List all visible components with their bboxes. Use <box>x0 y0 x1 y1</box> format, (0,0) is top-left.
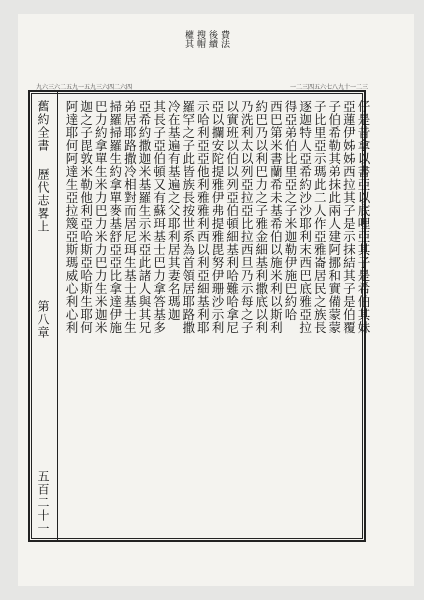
text-column: 巴力約拿單生米力巴力米力巴力生米迦米 <box>93 100 109 334</box>
text-column: 乃洗利太以列亞拉亞比拉西旦乃示每之子 <box>239 100 255 334</box>
text-column: 逐迦特人亞希約沙沙耶利末西巴底雅亞拉 <box>297 100 313 334</box>
text-column: 弟居耶路撒冷相對而居尼珥生基士基士生 <box>122 100 138 334</box>
text-column: 西巴第米書蘭希未基希伯以施米利以斯利 <box>268 100 284 334</box>
text-column: 仔是昔拿以書亞以底哩亞其子是希伯其妹 <box>356 100 371 334</box>
text-column: 得亞弟伯比里亞之子米迦勒伊施巴約哈 <box>283 100 298 321</box>
header-note: 搜帽 <box>195 30 205 48</box>
book-part: 歷代志畧上 <box>36 168 50 233</box>
page-number: 五百二十一 <box>36 470 50 535</box>
text-column: 約巴乃以利巴力之子雅金細基利撒底以利 <box>253 100 269 334</box>
text-column: 其長子亞伯頓又有蘇珥基士巴力拿答基多 <box>151 100 167 334</box>
text-column: 羅罕之子此皆族長按世系為首領居耶路撒 <box>180 100 196 334</box>
header-note: 權其 <box>183 30 193 48</box>
header-note: 費法 <box>219 30 229 48</box>
header-note: 後續 <box>207 30 217 48</box>
text-column: 亞希約撒迦米基羅生示米亞此諸人與其兄 <box>137 100 152 334</box>
header-digits-right: 一二三四五六七八九十一二三 <box>290 84 369 91</box>
text-column: 以實班以伯以列亞伯頓細基利哈難哈拿尼 <box>224 100 240 334</box>
text-column: 冷在基遍有基遍之父耶利居其妻名瑪迦 <box>166 100 182 321</box>
text-column: 阿達耶何阿達生亞拉篾亞斯瑪威心利心利 <box>64 100 79 334</box>
book-title: 舊約全書 <box>36 100 50 152</box>
header-digits-left: 九六三六二五九一五九三六四二六四 <box>36 84 133 91</box>
text-column: 示哈利亞亞他利雅雅利西以利亞細基利耶 <box>195 100 211 334</box>
text-column: 亞蓮伊姊姊西拉其子是示抹結其子是伯覆 <box>341 100 357 334</box>
text-column: 掃羅掃羅生約拿單麥基舒亞亞比拿達伊施 <box>107 100 123 334</box>
text-column: 亞以攔安陀提雅伊弗提雅毘努伊珊沙示利 <box>210 100 225 334</box>
text-column: 子比里亞示瑪此二人作亞雅崙居民之族長 <box>312 100 328 334</box>
chapter-label: 第八章 <box>36 300 50 339</box>
text-column: 子伯希勒其弟抹此兩人建阿挪和實備蒙蒙 <box>326 100 342 334</box>
text-column: 迦之子毘敦米勒他利亞哈斯亞哈斯生耶何 <box>78 100 94 334</box>
